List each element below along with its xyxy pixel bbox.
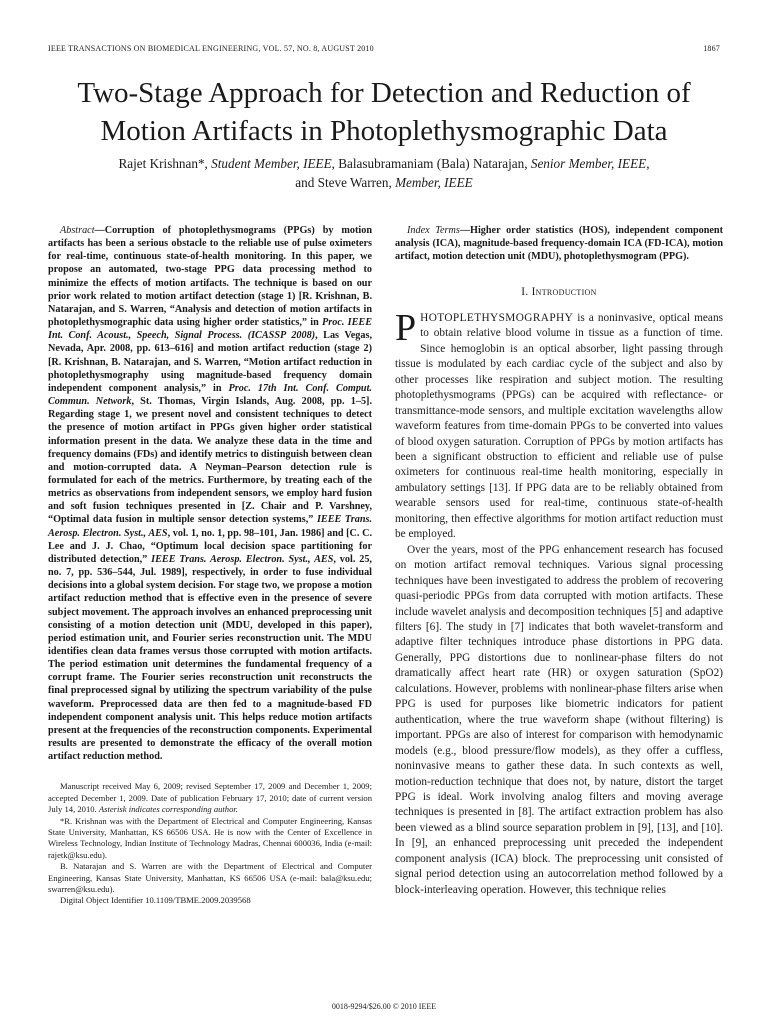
section-number: I. [521, 286, 532, 299]
footnote-natarajan: B. Natarajan and S. Warren are with the Department of Electrical and Computer Engineering, Kansas State University, Manhattan, KS 66506 USA (e-mail: bala@ksu.edu; swarren@ksu.edu). [48, 861, 372, 895]
author-1-role: Student Member, IEEE [211, 156, 332, 171]
author-2-role: Senior Member, IEEE [530, 156, 647, 171]
author-list [40, 154, 728, 192]
author-3-name: and Steve Warren, [295, 175, 396, 190]
intro-paragraph-1-text: is a noninvasive, optical means to obtain relative blood volume in tissue as a function of time. Since hemoglobin is an optical absorber, light passing through tissue is modulated by each cardiac cycle of the subject and also by other processes like respiration and subject motion. The resulting photoplethysmograms (PPGs) can be acquired with reflectance- or transmittance-mode sensors, and multiple excitation wavelengths allow waveform features from time-domain PPGs to be converted into values of blood oxygen saturation. Corruption of PPGs by motion artifacts has been a significant obstruction to efficient and reliable use of pulse oximeters for continuous real-time health monitoring, especially in ambulatory settings [13]. If PPG data are to be reliably obtained from wearable sensors used for real-time, continuous state-of-health monitoring, then effective algorithms for motion artifact reduction must be employed. [395, 311, 723, 541]
abstract-text-1: —Corruption of photoplethysmograms (PPGs) by motion artifacts has been a serious obstacle to the reliable use of pulse oximeters for real-time, continuous state-of-health monitoring. In this paper, we propose an automated, two-stage PPG data processing method to minimize the effects of motion artifacts. The technique is based on our prior work related to motion artifact detection (stage 1) [R. Krishnan, B. Natarajan, and S. Warren, “Analysis and detection of motion artifacts in photoplethysmographic data using higher order statistics,” in [48, 225, 372, 329]
abstract-cite-4: IEEE Trans. Aerosp. Electron. Syst., AES [151, 553, 334, 565]
left-column [48, 224, 372, 907]
footnote-doi: Digital Object Identifier 10.1109/TBME.2009.2039568 [60, 895, 251, 906]
abstract-cite-3: IEEE Trans. Aerosp. Electron. Syst., AES [48, 514, 372, 539]
title-line-1: Two-Stage Approach for Detection and Reduction of [77, 77, 691, 109]
page-number: 1867 [703, 44, 720, 53]
title-line-2: Motion Artifacts in Photoplethysmographic Data [100, 115, 668, 147]
abstract-cite-1: Proc. IEEE Int. Conf. Acoust., Speech, Signal Process. (ICASSP 2008) [48, 317, 372, 342]
author-2-tail: , [646, 156, 650, 171]
author-1-name: Rajet Krishnan*, [118, 156, 212, 171]
author-2-name: , Balasubramaniam (Bala) Natarajan, [331, 156, 531, 171]
footnote-received [48, 781, 372, 815]
intro-body [395, 306, 723, 898]
section-title: Introduction [531, 286, 597, 299]
footnote-asterisk-note: Asterisk indicates corresponding author. [98, 804, 238, 815]
index-terms-lead: Index Terms [407, 225, 460, 236]
author-3-role: Member, IEEE [395, 175, 473, 190]
copyright-footer: 0018-9294/$26.00 © 2010 IEEE [331, 1002, 437, 1011]
drop-cap: P [395, 306, 417, 349]
intro-paragraph-2: Over the years, most of the PPG enhancement research has focused on motion artifact removal techniques. Various signal processing techniques have been investigated to address the problem of recovering quasi-periodic PPGs from data corrupted with motion artifacts. These include wavelet analysis and decomposition techniques [5] and adaptive filters [6]. The study in [7] indicates that both wavelet-transform and adaptive filter techniques introduce phase distortions in PPG data. Generally, PPG distortions due to nonlinear-phase filters do not dramatically affect heart rate (HR) or oxygen saturation (SpO2) calculations. However, problems with nonlinear-phase filters arise when PPG is used for purposes like biometric indicators for patient authentication, where the true waveform shape (without filtering) is important. PPGs are also of interest for comparison with hemodynamic models (e.g., blood pressure/flow models), as they offer a cuffless, noninvasive means to gather these data. In such contexts as well, motion-reduction technique that does not, by nature, distort the target PPG is ideal. Work involving analog filters and moving average techniques is presented in [8]. The artifact extraction problem has also been viewed as a blind source separation problem in [9], [13], and [10]. In [9], an enhanced preprocessing unit preceded the independent component analysis (ICA) block. The preprocessing unit consisted of signal period detection using an autocorrelation method followed by a block-interleaving operation. However, this technique relies [395, 543, 723, 896]
section-heading [395, 285, 723, 300]
intro-first-word: HOTOPLETHYSMOGRAPHY [420, 311, 574, 324]
abstract-text-3: , St. Thomas, Virgin Islands, Aug. 2008, pp. 1–5]. Regarding stage 1, we present novel and consistent techniques to detect the presence of motion artifact in PPGs given higher order statistical information present in the data. We analyze these data in the time and frequency domains (FDs) and identify metrics to distinguish between clean and motion-corrupted data. A Neyman–Pearson detection rule is formulated for each of the metrics. Furthermore, by treating each of the metrics as observations from independent sensors, we employ hard fusion and soft fusion techniques presented in [Z. Chair and P. Varshney, “Optimal data fusion in multiple sensor detection systems,” [48, 396, 372, 526]
paper-title [40, 74, 728, 150]
index-terms-text: —Higher order statistics (HOS), independent component analysis (ICA), magnitude-based frequency-domain ICA (FD-ICA), motion artifact, motion detection unit (MDU), photoplethysmogram (PPG). [395, 225, 723, 263]
right-column [395, 224, 723, 898]
journal-header: IEEE TRANSACTIONS ON BIOMEDICAL ENGINEERING, VOL. 57, NO. 8, AUGUST 2010 [48, 44, 374, 53]
footnotes [48, 781, 372, 906]
abstract-text-2: , Las Vegas, Nevada, Apr. 2008, pp. 613–616] and motion artifact reduction (stage 2) [R. Krishnan, B. Natarajan, and S. Warren, “Motion artifact reduction in photoplethysmography using magnitude-based frequency domain independent component analysis,” in [48, 330, 372, 394]
abstract-text-5: , vol. 25, no. 7, pp. 536–544, Jul. 1989], respectively, in order to fuse individual decisions into a global system decision. For stage two, we propose a motion artifact reduction method that is effective even in the presence of severe subject movement. The approach involves an enhanced preprocessing unit consisting of a motion detection unit (MDU, developed in this paper), period estimation unit, and Fourier series reconstruction unit. The MDU identifies clean data frames versus those corrupted with motion artifacts. The period estimation unit determines the fundamental frequency of a corrupt frame. The Fourier series reconstruction unit reconstructs the final preprocessed signal by utilizing the spectrum variability of the pulse waveform. Preprocessed data are then fed to a magnitude-based FD independent component analysis unit. This helps reduce motion artifacts present at the frequencies of the reconstruction components. Experimental results are presented to demonstrate the efficacy of the overall motion artifact reduction method. [48, 553, 372, 763]
footnote-krishnan: *R. Krishnan was with the Department of Electrical and Computer Engineering, Kansas State University, Manhattan, KS 66506 USA. He is now with the Center of Excellence in Wireless Technology, Indian Institute of Technology Madras, Chennai 600036, India (e-mail: rajetk@ksu.edu). [48, 815, 372, 860]
abstract-lead: Abstract [60, 225, 95, 236]
running-head [48, 44, 720, 53]
abstract-cite-2: Proc. 17th Int. Conf. Comput. Commun. Network [48, 382, 372, 408]
index-terms [395, 224, 723, 263]
footnote-received-text: Manuscript received May 6, 2009; revised September 17, 2009 and December 1, 2009; accepted December 1, 2009. Date of publication February 17, 2010; date of current version July 14, 2010. [48, 781, 372, 815]
intro-paragraph-1 [395, 306, 723, 543]
abstract [48, 224, 372, 763]
abstract-text-4: , vol. 1, no. 1, pp. 98–101, Jan. 1986] and [C. C. Lee and J. J. Chao, “Optimum local decision space partitioning for distributed detection,” [48, 527, 372, 565]
